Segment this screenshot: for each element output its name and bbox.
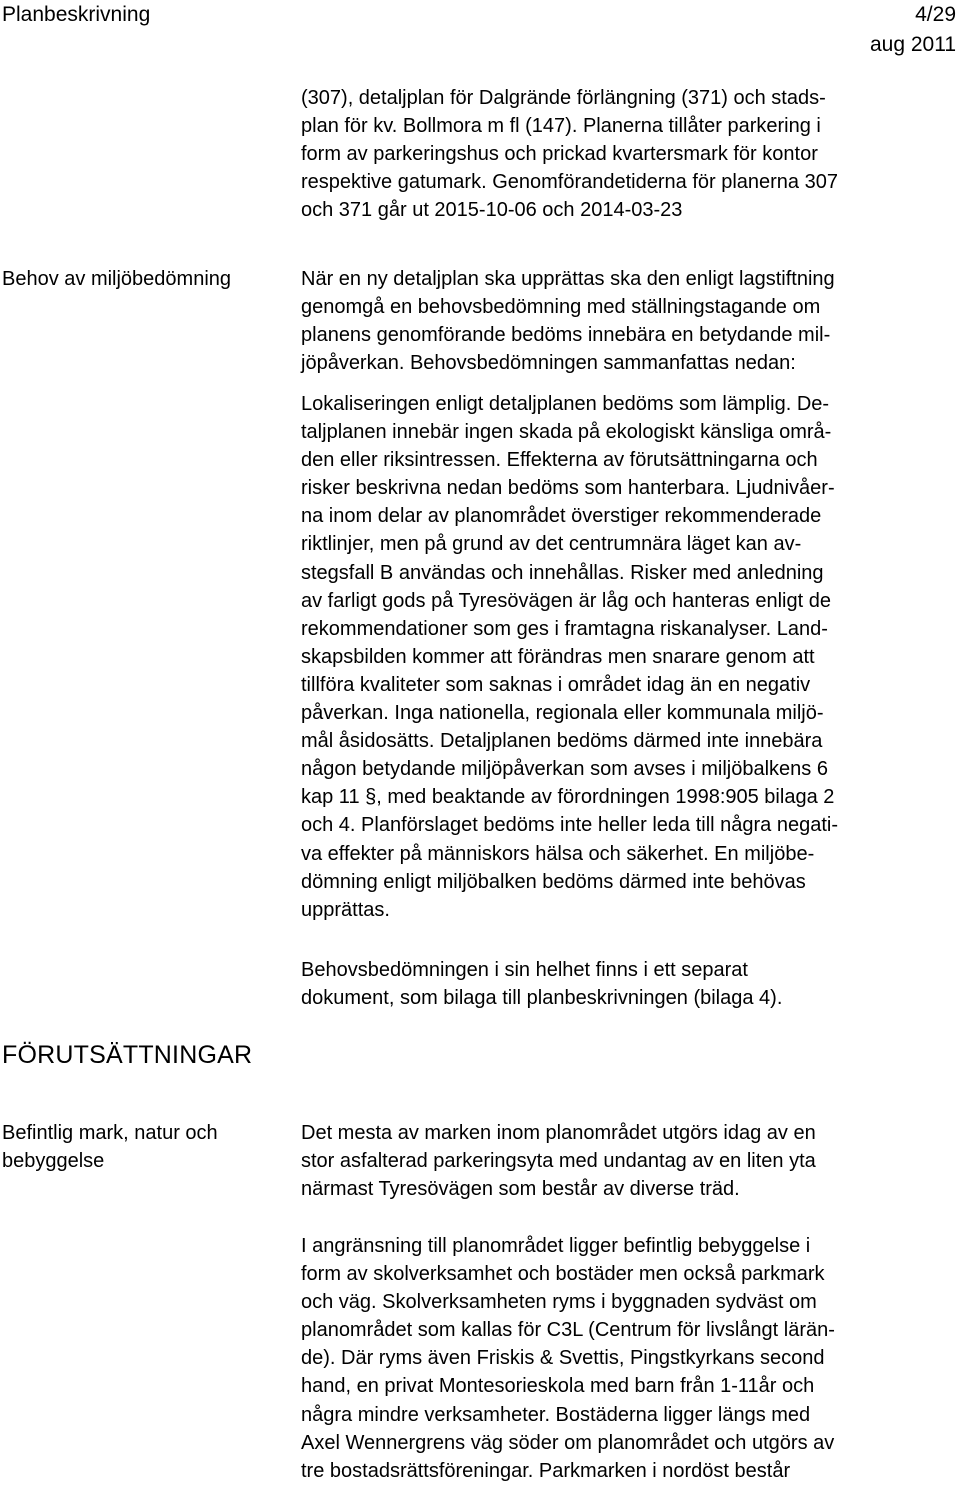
text-line: av farligt gods på Tyresövägen är låg och hanteras enligt de bbox=[301, 589, 831, 612]
text-line: form av parkeringshus och prickad kvartersmark för kontor bbox=[301, 143, 818, 166]
text-line: stor asfalterad parkeringsyta med undantag av en liten yta bbox=[301, 1150, 816, 1173]
text-line: och 371 går ut 2015-10-06 och 2014-03-23 bbox=[301, 199, 683, 222]
page-number: 4/29 bbox=[915, 3, 956, 26]
text-line: respektive gatumark. Genomförandetiderna för planerna 307 bbox=[301, 171, 838, 194]
text-line: och väg. Skolverksamheten ryms i byggnaden sydväst om bbox=[301, 1291, 817, 1314]
text-line: planens genomförande bedöms innebära en betydande mil- bbox=[301, 324, 831, 347]
text-line: hand, en privat Montesorieskola med barn från 1-11år och bbox=[301, 1375, 815, 1398]
text-line: (307), detaljplan för Dalgrände förlängning (371) och stads- bbox=[301, 87, 826, 109]
document-date: aug 2011 bbox=[869, 33, 956, 56]
text-line: upprättas. bbox=[301, 898, 390, 921]
text-line: Befintlig mark, natur och bbox=[2, 1122, 218, 1144]
text-line: I angränsning till planområdet ligger befintlig bebyggelse i bbox=[301, 1235, 811, 1257]
text-line: bebyggelse bbox=[2, 1150, 105, 1173]
miljo-paragraph-2 bbox=[301, 390, 838, 924]
text-line: na inom delar av planområdet överstiger rekommenderade bbox=[301, 505, 822, 528]
text-line: risker beskrivna nedan bedöms som hanterbara. Ljudnivåer- bbox=[301, 477, 835, 500]
text-line: plan för kv. Bollmora m fl (147). Planerna tillåter parkering i bbox=[301, 115, 821, 138]
text-line: skapsbilden kommer att förändras men snarare genom att bbox=[301, 645, 815, 668]
text-line: kap 11 §, med beaktande av förordningen 1998:905 bilaga 2 bbox=[301, 786, 835, 809]
text-line: några mindre verksamheter. Bostäderna ligger längs med bbox=[301, 1403, 811, 1426]
text-line: någon betydande miljöpåverkan som avses i miljöbalkens 6 bbox=[301, 758, 828, 781]
text-line: taljplanen innebär ingen skada på ekologiskt känsliga områ- bbox=[301, 421, 832, 444]
text-line: mål åsidosätts. Detaljplanen bedöms därmed inte innebära bbox=[301, 730, 823, 753]
text-line: de). Där ryms även Friskis & Svettis, Pingstkyrkans second bbox=[301, 1347, 825, 1370]
text-line: Behovsbedömningen i sin helhet finns i ett separat bbox=[301, 959, 748, 981]
section-label-miljobedomning: Behov av miljöbedömning bbox=[2, 268, 232, 290]
text-line: dömning enligt miljöbalken bedöms därmed inte behövas bbox=[301, 870, 806, 893]
document-title: Planbeskrivning bbox=[2, 3, 151, 26]
text-line: planområdet som kallas för C3L (Centrum för livslångt lärän- bbox=[301, 1319, 835, 1342]
text-line: tre bostadsrättsföreningar. Parkmarken i nordöst består bbox=[301, 1459, 791, 1482]
section-heading-forutsattningar: FÖRUTSÄTTNINGAR bbox=[2, 1041, 253, 1069]
text-line: påverkan. Inga nationella, regionala eller kommunala miljö- bbox=[301, 702, 824, 725]
befintlig-mark-paragraph-2 bbox=[301, 1232, 835, 1485]
text-line: den eller riksintressen. Effekterna av förutsättningarna och bbox=[301, 449, 818, 472]
text-line: va effekter på människors hälsa och säkerhet. En miljöbe- bbox=[301, 842, 815, 865]
text-line: jöpåverkan. Behovsbedömningen sammanfattas nedan: bbox=[301, 352, 796, 375]
text-line: riktlinjer, men på grund av det centrumnära läget kan av- bbox=[301, 533, 802, 556]
text-line: När en ny detaljplan ska upprättas ska den enligt lagstiftning bbox=[301, 268, 835, 290]
text-line: dokument, som bilaga till planbeskrivningen (bilaga 4). bbox=[301, 987, 783, 1010]
text-line: form av skolverksamhet och bostäder men också parkmark bbox=[301, 1263, 825, 1286]
text-line: rekommendationer som ges i framtagna riskanalyser. Land- bbox=[301, 617, 828, 640]
text-line: Lokaliseringen enligt detaljplanen bedöms som lämplig. De- bbox=[301, 393, 830, 415]
miljo-paragraph-1 bbox=[301, 265, 835, 377]
befintlig-mark-paragraph-1 bbox=[301, 1119, 816, 1203]
text-line: Axel Wennergrens väg söder om planområdet och utgörs av bbox=[301, 1431, 835, 1454]
text-line: tillföra kvaliteter som saknas i området idag än en negativ bbox=[301, 673, 811, 696]
intro-paragraph bbox=[301, 84, 838, 224]
text-line: stegsfall B användas och innehållas. Risker med anledning bbox=[301, 561, 824, 584]
text-line: genomgå en behovsbedömning med ställningstagande om bbox=[301, 296, 821, 319]
text-line: närmast Tyresövägen som består av diverse träd. bbox=[301, 1178, 740, 1201]
section-label-befintlig-mark bbox=[2, 1119, 218, 1175]
text-line: och 4. Planförslaget bedöms inte heller leda till några negati- bbox=[301, 814, 838, 837]
text-line: Det mesta av marken inom planområdet utgörs idag av en bbox=[301, 1122, 816, 1144]
miljo-paragraph-3 bbox=[301, 956, 782, 1012]
